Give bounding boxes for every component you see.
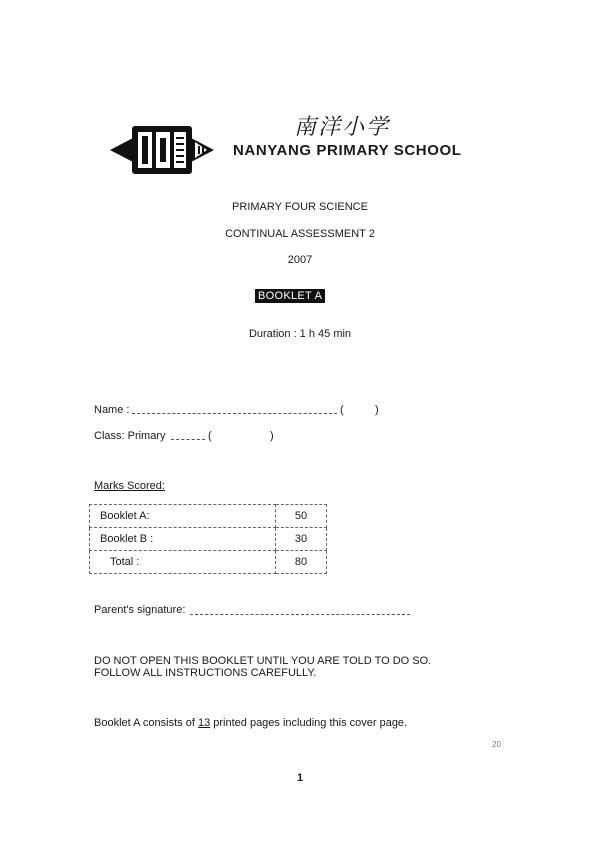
instruction-line-2: FOLLOW ALL INSTRUCTIONS CAREFULLY. [94,667,317,679]
pages-statement [94,717,407,729]
marks-scored-title: Marks Scored: [94,480,165,492]
school-logo [108,120,216,185]
name-field-line [132,405,337,414]
class-index-close: ) [270,430,274,442]
class-field-line [171,431,205,440]
nanyang-school-logo-icon [108,120,216,180]
pages-statement-after: printed pages including this cover page. [210,717,408,729]
marks-row-booklet-b [90,528,327,551]
parent-signature-line [190,606,410,615]
class-label: Class: Primary [94,430,166,442]
marks-row-value: 30 [276,528,327,551]
marks-row-booklet-a [90,505,327,528]
marks-row-value: 50 [276,505,327,528]
exam-duration: Duration : 1 h 45 min [248,328,352,340]
instruction-line-1: DO NOT OPEN THIS BOOKLET UNTIL YOU ARE TOLD TO DO SO. [94,655,432,667]
corner-mark: 20 [492,740,501,749]
class-index-open: ( [208,430,212,442]
exam-assessment: CONTINUAL ASSESSMENT 2 [225,228,375,240]
marks-row-total [90,551,327,574]
parent-signature-label: Parent's signature: [94,604,186,616]
name-index-close: ) [375,404,379,416]
exam-year: 2007 [287,254,313,266]
exam-subject: PRIMARY FOUR SCIENCE [232,201,368,213]
name-index-open: ( [340,404,344,416]
marks-row-label: Booklet B : [90,528,276,551]
pages-statement-before: Booklet A consists of [94,717,198,729]
page-number: 1 [296,772,304,784]
school-chinese-name: 南洋小学 [294,115,391,140]
name-label: Name : [94,404,130,416]
marks-row-label: Total : [90,551,276,574]
marks-row-value: 80 [276,551,327,574]
booklet-label: BOOKLET A [255,289,325,303]
pages-count: 13 [197,717,211,729]
school-name: NANYANG PRIMARY SCHOOL [233,142,462,159]
marks-row-label: Booklet A: [90,505,276,528]
marks-table [89,504,327,574]
